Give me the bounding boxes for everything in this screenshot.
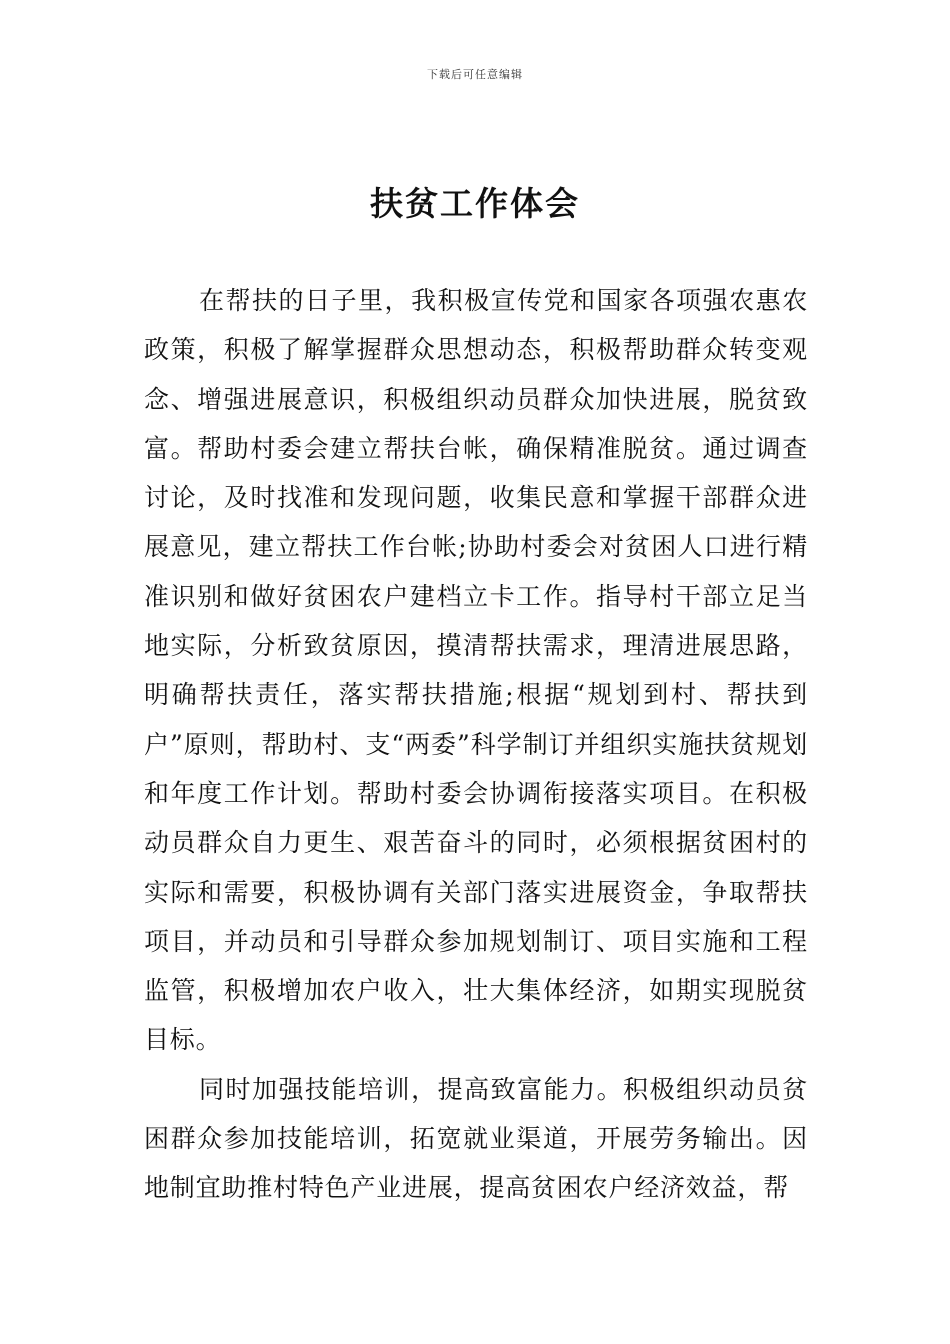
document-body bbox=[144, 276, 808, 1213]
paragraph-2: 同时加强技能培训，提高致富能力。积极组织动员贫困群众参加技能培训，拓宽就业渠道，开展劳务输出。因地制宜助推村特色产业进展，提高贫困农户经济效益，帮 bbox=[144, 1074, 808, 1203]
document-title: 扶贫工作体会 bbox=[370, 184, 580, 223]
page-header-note: 下载后可任意编辑 bbox=[427, 68, 523, 81]
paragraph-1: 在帮扶的日子里，我积极宣传党和国家各项强农惠农政策，积极了解掌握群众思想动态，积极帮助群众转变观念、增强进展意识，积极组织动员群众加快进展，脱贫致富。帮助村委会建立帮扶台帐，确保精准脱贫。通过调查讨论，及时找准和发现问题，收集民意和掌握干部群众进展意见，建立帮扶工作台帐;协助村委会对贫困人口进行精准识别和做好贫困农户建档立卡工作。指导村干部立足当地实际，分析致贫原因，摸清帮扶需求，理清进展思路，明确帮扶责任，落实帮扶措施;根据“规划到村、帮扶到户”原则，帮助村、支“两委”科学制订并组织实施扶贫规划和年度工作计划。帮助村委会协调衔接落实项目。在积极动员群众自力更生、艰苦奋斗的同时，必须根据贫困村的实际和需要，积极协调有关部门落实进展资金，争取帮扶项目，并动员和引导群众参加规划制订、项目实施和工程监管，积极增加农户收入，壮大集体经济，如期实现脱贫目标。 bbox=[144, 286, 808, 1055]
